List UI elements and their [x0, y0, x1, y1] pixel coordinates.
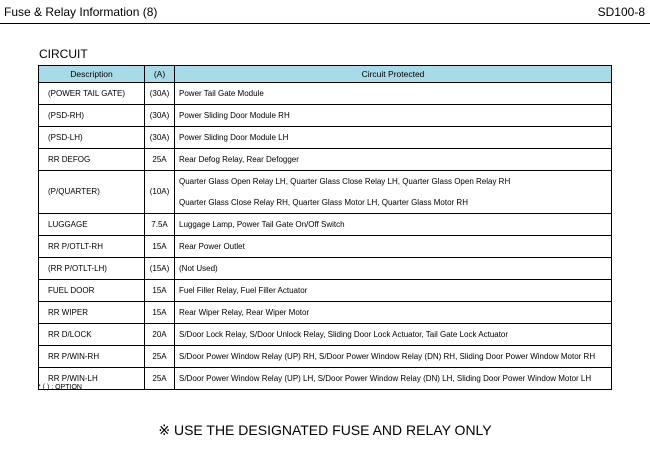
column-header-description: Description [39, 66, 145, 83]
circuit-line: Rear Defog Relay, Rear Defogger [179, 155, 299, 164]
fuse-description: RR WIPER [39, 302, 145, 324]
table-row [39, 214, 612, 236]
footer-warning: ※ USE THE DESIGNATED FUSE AND RELAY ONLY [158, 422, 492, 438]
table-row [39, 258, 612, 280]
fuse-description: (PSD-RH) [39, 105, 145, 127]
option-note: * ( ) : OPTION [38, 384, 82, 391]
fuse-amperage: (30A) [145, 105, 175, 127]
table-row [39, 171, 612, 214]
circuit-protected [175, 149, 612, 171]
circuit-line: Fuel Filler Relay, Fuel Filler Actuator [179, 286, 308, 295]
fuse-amperage: (15A) [145, 258, 175, 280]
circuit-line: S/Door Power Window Relay (UP) RH, S/Door Power Window Relay (DN) RH, Sliding Door Power Window Motor RH [179, 352, 596, 361]
circuit-line: Quarter Glass Close Relay RH, Quarter Glass Motor LH, Quarter Glass Motor RH [179, 198, 468, 207]
fuse-amperage: (10A) [145, 171, 175, 214]
circuit-line: S/Door Power Window Relay (UP) LH, S/Door Power Window Relay (DN) LH, Sliding Door Power Window Motor LH [179, 374, 592, 383]
fuse-description: LUGGAGE [39, 214, 145, 236]
fuse-amperage: 25A [145, 368, 175, 390]
circuit-protected [175, 368, 612, 390]
document-code: SD100-8 [597, 5, 645, 19]
fuse-description: (PSD-LH) [39, 127, 145, 149]
table-row [39, 346, 612, 368]
circuit-protected [175, 236, 612, 258]
column-header-amperage: (A) [145, 66, 175, 83]
circuit-line: Power Tail Gate Module [179, 89, 264, 98]
circuit-line: Rear Wiper Relay, Rear Wiper Motor [179, 308, 310, 317]
table-row [39, 83, 612, 105]
fuse-description: RR P/WIN-LH [39, 368, 145, 390]
column-header-circuit: Circuit Protected [175, 66, 612, 83]
circuit-line: Power Sliding Door Module LH [179, 133, 289, 142]
table-row [39, 149, 612, 171]
table-row [39, 236, 612, 258]
circuit-line: Luggage Lamp, Power Tail Gate On/Off Switch [179, 220, 345, 229]
circuit-protected [175, 171, 612, 214]
fuse-amperage: (30A) [145, 83, 175, 105]
fuse-table [38, 65, 612, 390]
circuit-protected [175, 105, 612, 127]
fuse-description: FUEL DOOR [39, 280, 145, 302]
page-header [0, 0, 650, 24]
fuse-description: RR D/LOCK [39, 324, 145, 346]
table-row [39, 302, 612, 324]
circuit-protected [175, 324, 612, 346]
circuit-protected [175, 214, 612, 236]
table-body [39, 83, 612, 390]
circuit-line: Rear Power Outlet [179, 242, 245, 251]
circuit-line: (Not Used) [179, 264, 218, 273]
fuse-amperage: (30A) [145, 127, 175, 149]
fuse-amperage: 25A [145, 149, 175, 171]
fuse-amperage: 25A [145, 346, 175, 368]
page-title: Fuse & Relay Information (8) [4, 5, 158, 19]
table-row [39, 280, 612, 302]
table-header-row [39, 66, 612, 83]
circuit-line: Power Sliding Door Module RH [179, 111, 290, 120]
circuit-protected [175, 127, 612, 149]
circuit-line: Quarter Glass Open Relay LH, Quarter Glass Close Relay LH, Quarter Glass Open Relay RH [179, 177, 511, 186]
circuit-protected [175, 83, 612, 105]
section-title: CIRCUIT [39, 47, 88, 61]
circuit-protected [175, 280, 612, 302]
fuse-amperage: 7.5A [145, 214, 175, 236]
fuse-description: (POWER TAIL GATE) [39, 83, 145, 105]
fuse-amperage: 20A [145, 324, 175, 346]
circuit-line: S/Door Lock Relay, S/Door Unlock Relay, Sliding Door Lock Actuator, Tail Gate Lock Actuator [179, 330, 509, 339]
fuse-amperage: 15A [145, 236, 175, 258]
table-row [39, 105, 612, 127]
table-row [39, 127, 612, 149]
fuse-description: RR P/WIN-RH [39, 346, 145, 368]
fuse-description: RR DEFOG [39, 149, 145, 171]
fuse-amperage: 15A [145, 280, 175, 302]
fuse-amperage: 15A [145, 302, 175, 324]
circuit-protected [175, 258, 612, 280]
table-row [39, 368, 612, 390]
circuit-protected [175, 346, 612, 368]
fuse-description: (P/QUARTER) [39, 171, 145, 214]
fuse-description: (RR P/OTLT-LH) [39, 258, 145, 280]
table-row [39, 324, 612, 346]
circuit-protected [175, 302, 612, 324]
fuse-description: RR P/OTLT-RH [39, 236, 145, 258]
